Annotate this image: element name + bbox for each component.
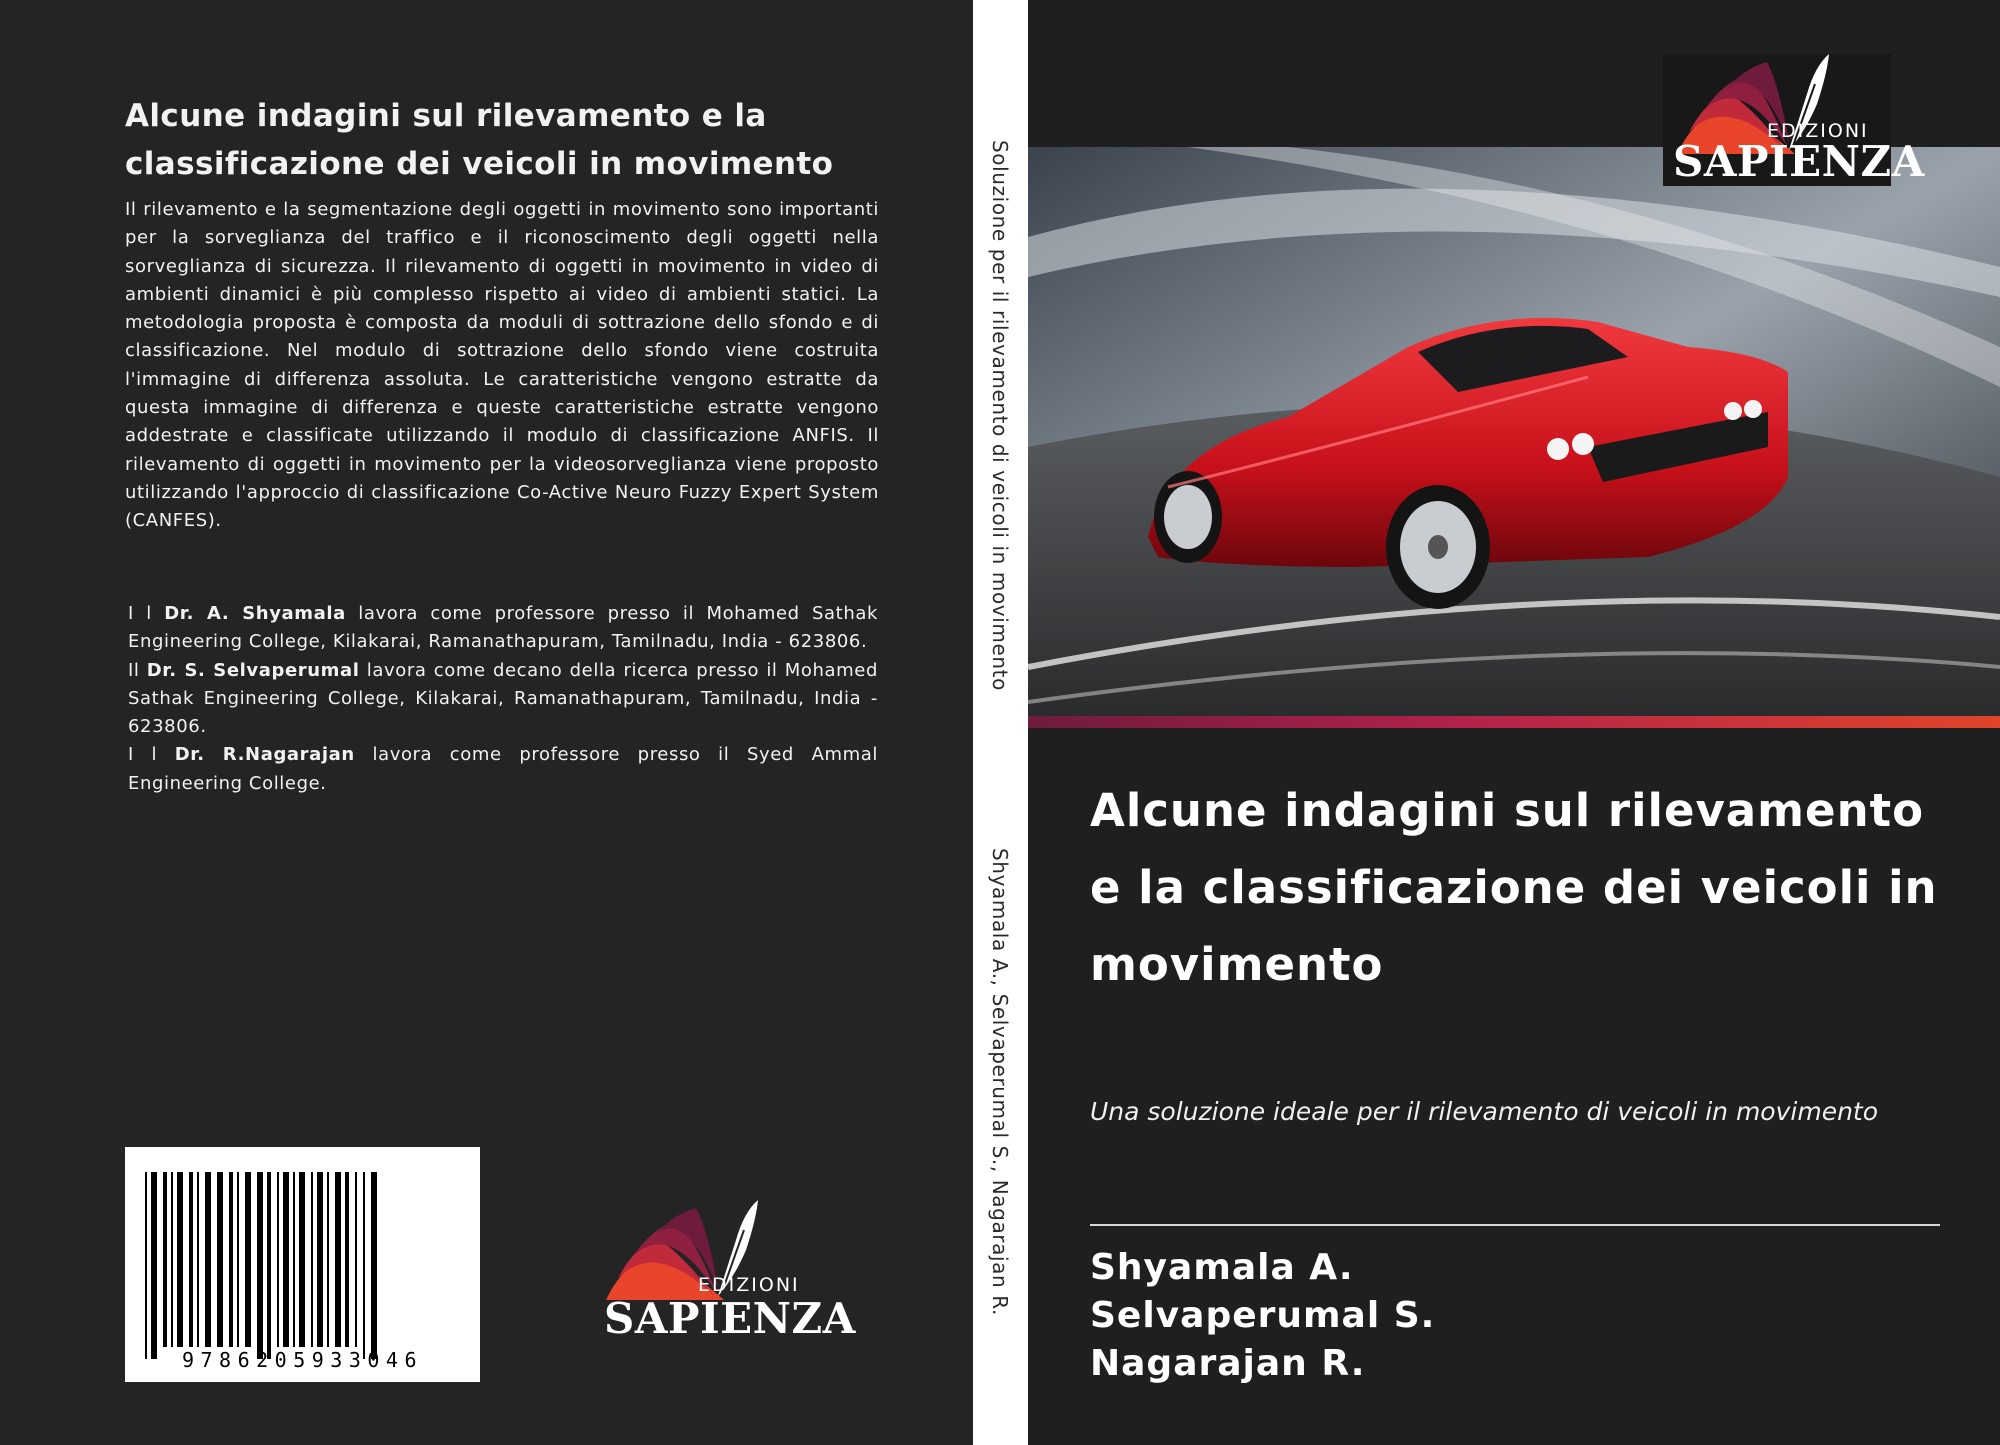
isbn-number: 9786205933046	[181, 1348, 424, 1372]
author-bio	[128, 741, 878, 798]
author-bio	[128, 600, 878, 657]
cover-car-image	[1028, 147, 2000, 716]
author-bio	[128, 657, 878, 742]
publisher-edizioni: EDIZIONI	[1767, 120, 1869, 142]
bio-prefix: I l	[128, 603, 165, 624]
back-cover	[0, 0, 973, 1445]
red-car-illustration	[1028, 147, 2000, 716]
publisher-edizioni: EDIZIONI	[698, 1274, 800, 1296]
author-name: Selvaperumal S.	[1090, 1295, 1436, 1336]
front-cover-subtitle: Una soluzione ideale per il rilevamento di veicoli in movimento	[1090, 1097, 1879, 1126]
author-name: Shyamala A.	[1090, 1247, 1354, 1288]
accent-stripe	[1028, 716, 2000, 728]
bio-text: lavora come professore presso il Mohamed Sathak Engineering College, Kilakarai, Ramanathapuram, Tamilnadu, India - 623806.	[128, 603, 878, 653]
front-cover-title: Alcune indagini sul rilevamento e la classificazione dei veicoli in movimento	[1090, 784, 1938, 991]
bio-author-name: Dr. A. Shyamala	[164, 603, 346, 624]
spine-title: Soluzione per il rilevamento di veicoli in movimento	[988, 140, 1012, 691]
bio-author-name: Dr. R.Nagarajan	[174, 744, 355, 766]
bio-author-name: Dr. S. Selvaperumal	[146, 659, 360, 681]
bio-prefix: Il	[128, 659, 147, 681]
spine-authors: Shyamala A., Selvaperumal S., Nagarajan R.	[988, 848, 1012, 1316]
barcode-bars	[125, 1147, 480, 1382]
author-name: Nagarajan R.	[1090, 1343, 1366, 1384]
bio-text: lavora come decano della ricerca presso il Mohamed Sathak Engineering College, Kilakarai, Ramanathapuram, Tamilnadu, India - 623806.	[128, 659, 878, 738]
author-bios	[128, 600, 878, 798]
publisher-name: SAPIENZA	[1673, 137, 1925, 186]
book-spine	[973, 0, 1028, 1445]
publisher-logo-front	[1663, 54, 1925, 186]
bio-text: lavora come professore presso il Syed Ammal Engineering College.	[128, 744, 878, 794]
front-cover-authors	[1090, 1244, 1435, 1388]
bio-prefix: I l	[128, 744, 175, 766]
title-divider	[1090, 1224, 1940, 1226]
isbn-barcode	[125, 1147, 480, 1382]
publisher-name: SAPIENZA	[604, 1294, 856, 1343]
front-cover	[1028, 0, 2000, 1445]
publisher-logo	[596, 1200, 856, 1343]
back-cover-title: Alcune indagini sul rilevamento e la classificazione dei veicoli in movimento	[125, 98, 834, 182]
back-cover-abstract: Il rilevamento e la segmentazione degli oggetti in movimento sono importanti per la sorveglianza del traffico e il riconoscimento degli oggetti nella sorveglianza di sicurezza. Il rilevamento di oggetti in movimento in video di ambienti dinamici è più complesso rispetto ai video di ambienti statici. La metodologia proposta è composta da moduli di sottrazione dello sfondo e di classificazione. Nel modulo di sottrazione dello sfondo viene costruita l'immagine di differenza assoluta. Le caratteristiche vengono estratte da questa immagine di differenza e queste caratteristiche estratte vengono addestrate e classificate utilizzando il modulo di classificazione ANFIS. Il rilevamento di oggetti in movimento per la videosorveglianza viene proposto utilizzando l'approccio di classificazione Co-Active Neuro Fuzzy Expert System (CANFES).	[125, 199, 879, 532]
